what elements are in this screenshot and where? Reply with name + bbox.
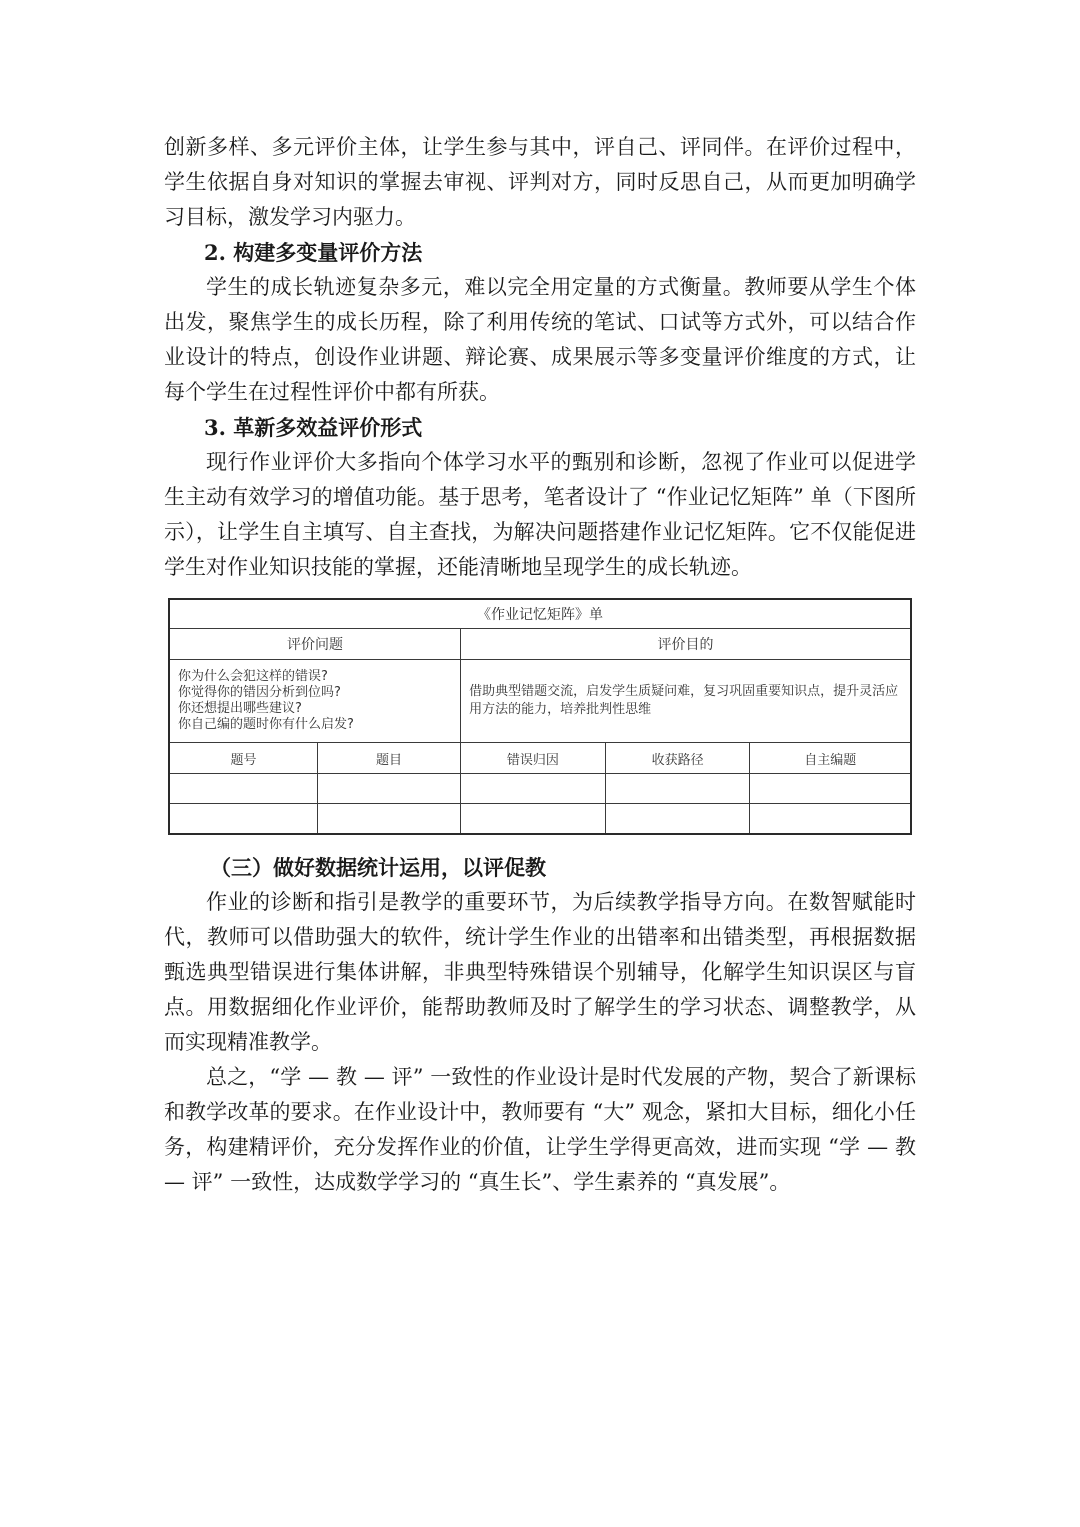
heading-evaluation-forms: 3. 革新多效益评价形式: [204, 415, 423, 440]
question-item: 你为什么会犯这样的错误?: [178, 669, 328, 684]
blank-cell: [750, 774, 911, 804]
blank-cell: [317, 804, 460, 835]
blank-cell: [605, 774, 750, 804]
matrix-title-row: [169, 599, 911, 629]
blank-cell: [750, 804, 911, 835]
purpose-header: 评价目的: [461, 629, 911, 660]
question-cell: [169, 660, 461, 743]
paragraph-evaluation-subjects: 创新多样、多元评价主体，让学生参与其中，评自己、评同伴。在评价过程中，学生依据自身对知识的掌握去审视、评判对方，同时反思自己，从而更加明确学习目标，激发学习内驱力。: [164, 135, 916, 229]
blank-cell: [461, 804, 606, 835]
matrix-title: 《作业记忆矩阵》单: [169, 599, 911, 629]
document-page: [164, 130, 916, 1200]
blank-cell: [461, 774, 606, 804]
matrix-header-row: [169, 629, 911, 660]
blank-cell: [169, 804, 317, 835]
question-item: 你觉得你的错因分析到位吗?: [178, 685, 341, 700]
question-item: 你自己编的题时你有什么启发?: [178, 717, 354, 732]
column-header-self-composed: 自主编题: [750, 743, 911, 774]
column-header-gain-path: 收获路径: [605, 743, 750, 774]
blank-cell: [605, 804, 750, 835]
paragraph-evaluation-forms: 现行作业评价大多指向个体学习水平的甄别和诊断，忽视了作业可以促进学生主动有效学习的增值功能。基于思考，笔者设计了 “作业记忆矩阵” 单（下图所示），让学生自主填写、自主查找，为解决问题搭建作业记忆矩阵。它不仅能促进学生对作业知识技能的掌握，还能清晰地呈现学生的成长轨迹。: [164, 450, 916, 579]
matrix-column-header-row: [169, 743, 911, 774]
homework-memory-matrix-table: [168, 598, 912, 835]
purpose-cell: 借助典型错题交流，启发学生质疑问难，复习巩固重要知识点，提升灵活应用方法的能力，培养批判性思维: [461, 660, 911, 743]
question-item: 你还想提出哪些建议?: [178, 701, 302, 716]
question-header: 评价问题: [169, 629, 461, 660]
paragraph-conclusion: 总之，“学 — 教 — 评” 一致性的作业设计是时代发展的产物，契合了新课标和教学改革的要求。在作业设计中，教师要有 “大” 观念，紧扣大目标，细化小任务，构建精评价，充分发挥作业的价值，让学生学得更高效，进而实现 “学 — 教 — 评” 一致性，达成数学学习的 “真生长”、学生素养的 “真发展”。: [164, 1065, 916, 1194]
heading-data-statistics: （三）做好数据统计运用，以评促教: [210, 855, 546, 880]
blank-cell: [169, 774, 317, 804]
homework-memory-matrix-figure: [168, 598, 912, 835]
column-header-problem: 题目: [317, 743, 460, 774]
matrix-content-row: [169, 660, 911, 743]
blank-cell: [317, 774, 460, 804]
column-header-number: 题号: [169, 743, 317, 774]
table-row: [169, 774, 911, 804]
question-list: [178, 669, 452, 733]
table-row: [169, 804, 911, 835]
heading-multivariable-evaluation: 2. 构建多变量评价方法: [204, 240, 423, 265]
paragraph-data-statistics: 作业的诊断和指引是教学的重要环节，为后续教学指导方向。在数智赋能时代，教师可以借助强大的软件，统计学生作业的出错率和出错类型，再根据数据甄选典型错误进行集体讲解，非典型特殊错误个别辅导，化解学生知识误区与盲点。用数据细化作业评价，能帮助教师及时了解学生的学习状态、调整教学，从而实现精准教学。: [164, 890, 916, 1054]
column-header-error-cause: 错误归因: [461, 743, 606, 774]
paragraph-multivariable-evaluation: 学生的成长轨迹复杂多元，难以完全用定量的方式衡量。教师要从学生个体出发，聚焦学生的成长历程，除了利用传统的笔试、口试等方式外，可以结合作业设计的特点，创设作业讲题、辩论赛、成果展示等多变量评价维度的方式，让每个学生在过程性评价中都有所获。: [164, 275, 916, 404]
